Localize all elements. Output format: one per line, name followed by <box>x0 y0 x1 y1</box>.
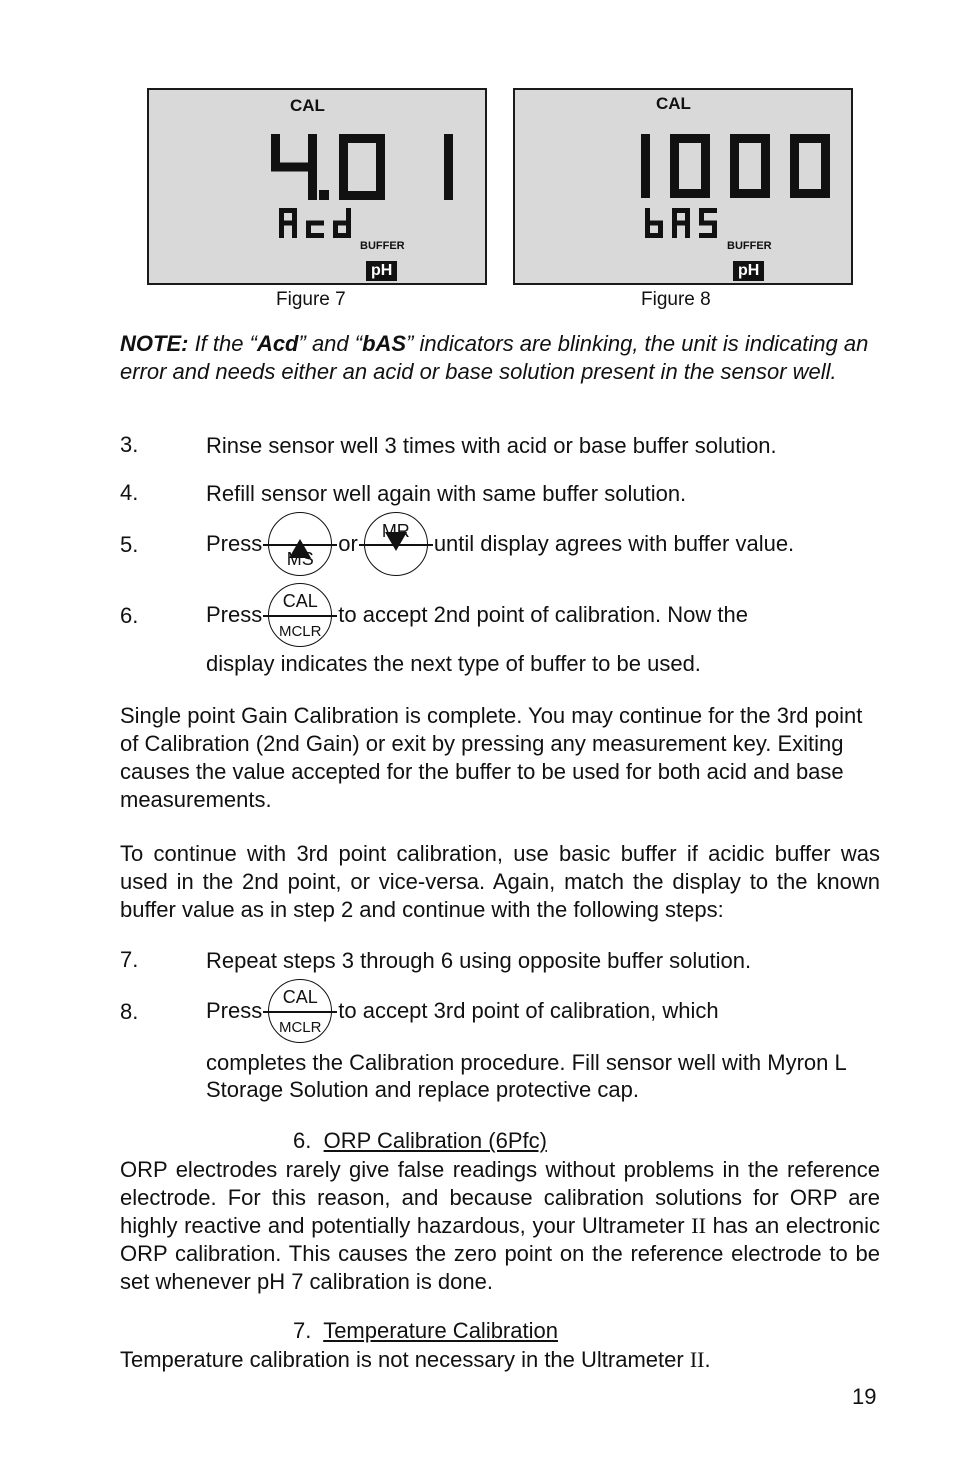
lcd-segment <box>641 166 650 198</box>
lcd-segment <box>641 134 650 166</box>
step-text: Repeat steps 3 through 6 using opposite buffer solution. <box>206 948 752 973</box>
page-number: 19 <box>852 1384 877 1409</box>
step-number: 5. <box>120 532 139 557</box>
buffer-indicator: BUFFER <box>360 240 405 252</box>
triangle-down-icon <box>385 532 407 571</box>
cal-indicator: CAL <box>656 94 691 113</box>
lcd-segment <box>444 167 453 200</box>
step-continuation: display indicates the next type of buffer to be used. <box>206 651 701 676</box>
lcd-segment <box>279 221 297 226</box>
lcd-segment <box>308 167 317 200</box>
step-8-row: Press CAL MCLR to accept 3rd point of calibration, which <box>206 979 719 1043</box>
temperature-section-heading: 7. Temperature Calibration <box>293 1318 558 1343</box>
lcd-segment <box>444 134 453 167</box>
lcd-display-figure-8 <box>513 88 853 285</box>
lcd-segment <box>645 223 650 238</box>
temperature-paragraph: Temperature calibration is not necessary in the Ultrameter II. <box>120 1347 711 1372</box>
step-number: 7. <box>120 947 139 972</box>
cal-mclr-key: CAL MCLR <box>268 979 332 1043</box>
step-number: 3. <box>120 432 139 457</box>
step-5-row: Press MS or MR until display agrees with buffer value. <box>206 512 794 576</box>
lcd-segment <box>821 134 830 166</box>
step-number: 6. <box>120 603 139 628</box>
lcd-segment <box>339 134 348 167</box>
lcd-segment <box>701 134 710 166</box>
lcd-display-figure-7 <box>147 88 487 285</box>
lcd-segment <box>761 134 770 166</box>
lcd-segment <box>271 134 280 167</box>
continue-calibration-paragraph: To continue with 3rd point calibration, use basic buffer if acidic buffer was used in the 2nd point, or vice-versa. Again, match the display to the known buffer value as in step 2 and continue with the following steps: <box>120 841 880 922</box>
step-continuation: completes the Calibration procedure. Fill sensor well with Myron L Storage Solution and replace protective cap. <box>206 1050 846 1102</box>
step-text: Rinse sensor well 3 times with acid or base buffer solution. <box>206 433 777 458</box>
lcd-segment <box>306 233 324 238</box>
step-number: 8. <box>120 999 139 1024</box>
bas-indicator-name: bAS <box>362 331 407 356</box>
step-text: Refill sensor well again with same buffer solution. <box>206 481 687 506</box>
figure-7-caption: Figure 7 <box>276 289 346 310</box>
lcd-segment <box>730 166 739 198</box>
acd-indicator-name: Acd <box>256 331 299 356</box>
note-paragraph: NOTE: If the “Acd” and “bAS” indicators are blinking, the unit is indicating an error and needs either an acid or base solution present in the sensor well. <box>120 331 869 384</box>
lcd-segment <box>670 134 679 166</box>
buffer-indicator: BUFFER <box>727 240 772 252</box>
lcd-segment <box>790 134 799 166</box>
lcd-segment <box>339 167 348 200</box>
step-number: 4. <box>120 480 139 505</box>
up-ms-key: MS <box>268 512 332 576</box>
note-label: NOTE: <box>120 331 189 356</box>
ph-unit-badge: pH <box>366 261 397 281</box>
gain-calibration-paragraph: Single point Gain Calibration is complete. You may continue for the 3rd point of Calibration (2nd Gain) or exit by pressing any measurement key. Exiting causes the value accepted for the buffer to be used for both acid and base measurements. <box>120 703 863 812</box>
lcd-segment <box>333 223 338 238</box>
lcd-segment <box>730 134 739 166</box>
lcd-segment <box>699 233 717 238</box>
lcd-segment <box>790 166 799 198</box>
orp-section-heading: 6. ORP Calibration (6Pfc) <box>293 1128 547 1153</box>
lcd-segment <box>670 166 679 198</box>
cal-indicator: CAL <box>290 96 325 115</box>
cal-mclr-key: CAL MCLR <box>268 583 332 647</box>
lcd-decimal-point <box>319 190 329 200</box>
step-6-row: Press CAL MCLR to accept 2nd point of calibration. Now the <box>206 583 748 647</box>
seven-segment-digits <box>515 90 855 287</box>
ph-unit-badge: pH <box>733 261 764 281</box>
lcd-segment <box>376 134 385 167</box>
lcd-segment <box>308 134 317 167</box>
orp-paragraph: ORP electrodes rarely give false readings without problems in the reference electrode. For this reason, and because calibration solutions for ORP are highly reactive and potentially hazardous, your Ultrameter II has an electronic ORP calibration. This causes the zero point on the reference electrode to be set whenever pH 7 calibration is done. <box>120 1157 881 1294</box>
seven-segment-digits <box>149 90 489 287</box>
figure-8-caption: Figure 8 <box>641 289 711 310</box>
lcd-segment <box>672 221 690 226</box>
mr-down-key: MR <box>364 512 428 576</box>
